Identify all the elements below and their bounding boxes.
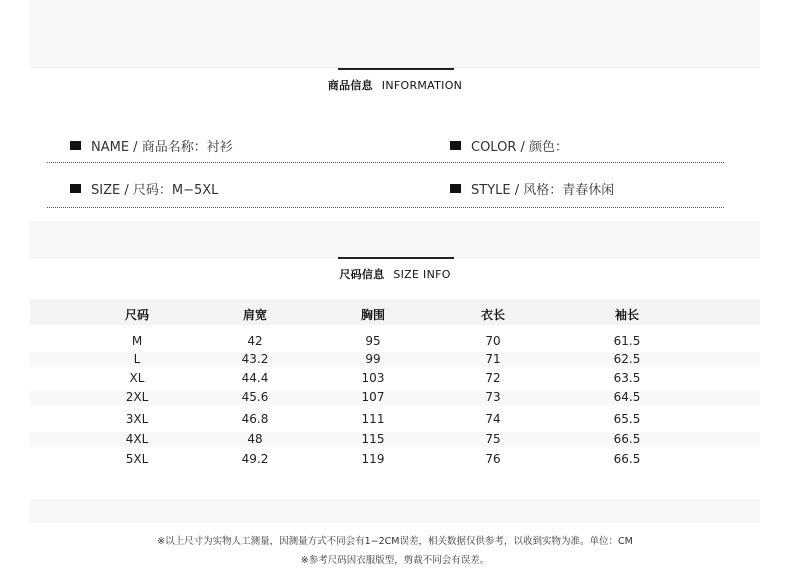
cell-size: 4XL	[125, 432, 149, 446]
cell-length: 75	[485, 432, 501, 446]
top-band	[30, 0, 760, 66]
cell-size: M	[131, 334, 143, 348]
cell-shoulder: 45.6	[241, 390, 269, 404]
square-bullet-icon	[70, 141, 81, 150]
info-title-cn: 商品信息	[327, 79, 373, 92]
cell-shoulder: 44.4	[241, 371, 269, 385]
cell-chest: 107	[361, 390, 385, 404]
cell-sleeve: 61.5	[613, 334, 641, 348]
info-row-1	[70, 136, 724, 158]
info-title-en: INFORMATION	[381, 79, 463, 92]
cell-length: 76	[485, 452, 501, 466]
name-field	[70, 136, 233, 155]
cell-chest: 119	[361, 452, 385, 466]
table-row	[30, 412, 760, 427]
cell-shoulder: 49.2	[241, 452, 269, 466]
cell-chest: 103	[361, 371, 385, 385]
header-chest: 胸围	[360, 308, 385, 322]
style-field	[450, 179, 614, 198]
square-bullet-icon	[450, 184, 461, 193]
size-text: SIZE / 尺码：M−5XL	[91, 183, 219, 198]
table-row	[30, 371, 760, 386]
cell-shoulder: 46.8	[241, 412, 269, 426]
table-row	[30, 334, 760, 349]
size-title-en: SIZE INFO	[393, 268, 451, 281]
table-row	[30, 390, 760, 405]
name-text: NAME / 商品名称：衬衫	[91, 140, 233, 155]
note-line-1: ※以上尺寸为实物人工测量，因测量方式不同会有1−2CM误差，相关数据仅供参考，以收到实物为准。单位：CM	[157, 536, 633, 547]
cell-chest: 111	[361, 412, 385, 426]
info-section-title	[0, 77, 790, 93]
size-section-title	[0, 266, 790, 282]
dotted-divider-1	[47, 162, 724, 163]
dotted-divider-2	[47, 207, 724, 208]
cell-chest: 95	[365, 334, 381, 348]
info-header-bar	[338, 68, 454, 70]
cell-sleeve: 63.5	[613, 371, 641, 385]
cell-chest: 115	[361, 432, 385, 446]
cell-sleeve: 66.5	[613, 432, 641, 446]
cell-length: 74	[485, 412, 501, 426]
cell-size: 2XL	[125, 390, 149, 404]
cell-sleeve: 65.5	[613, 412, 641, 426]
cell-chest: 99	[365, 352, 381, 366]
header-size: 尺码	[124, 308, 149, 322]
size-field	[70, 179, 218, 198]
size-table-header	[30, 299, 760, 325]
table-row	[30, 452, 760, 467]
size-header-bar	[338, 257, 454, 259]
bottom-band	[30, 499, 760, 523]
cell-shoulder: 43.2	[241, 352, 269, 366]
color-text: COLOR / 颜色：	[471, 140, 568, 155]
square-bullet-icon	[70, 184, 81, 193]
middle-band	[30, 221, 760, 256]
cell-length: 70	[485, 334, 501, 348]
cell-size: XL	[129, 371, 145, 385]
header-length: 衣长	[480, 308, 505, 322]
square-bullet-icon	[450, 141, 461, 150]
header-shoulder: 肩宽	[242, 308, 267, 322]
info-row-2	[70, 179, 724, 201]
cell-length: 73	[485, 390, 501, 404]
cell-size: 5XL	[125, 452, 149, 466]
cell-size: L	[133, 352, 141, 366]
style-text: STYLE / 风格：青春休闲	[471, 183, 615, 198]
cell-sleeve: 62.5	[613, 352, 641, 366]
header-sleeve: 袖长	[614, 308, 639, 322]
cell-sleeve: 66.5	[613, 452, 641, 466]
note-line-2: ※参考尺码因衣服版型，剪裁不同会有误差。	[300, 555, 490, 566]
table-row	[30, 352, 760, 367]
cell-length: 71	[485, 352, 501, 366]
cell-shoulder: 48	[247, 432, 263, 446]
cell-sleeve: 64.5	[613, 390, 641, 404]
size-title-cn: 尺码信息	[339, 268, 385, 281]
table-row	[30, 432, 760, 447]
color-field	[450, 136, 568, 155]
cell-length: 72	[485, 371, 501, 385]
cell-shoulder: 42	[247, 334, 263, 348]
cell-size: 3XL	[125, 412, 149, 426]
